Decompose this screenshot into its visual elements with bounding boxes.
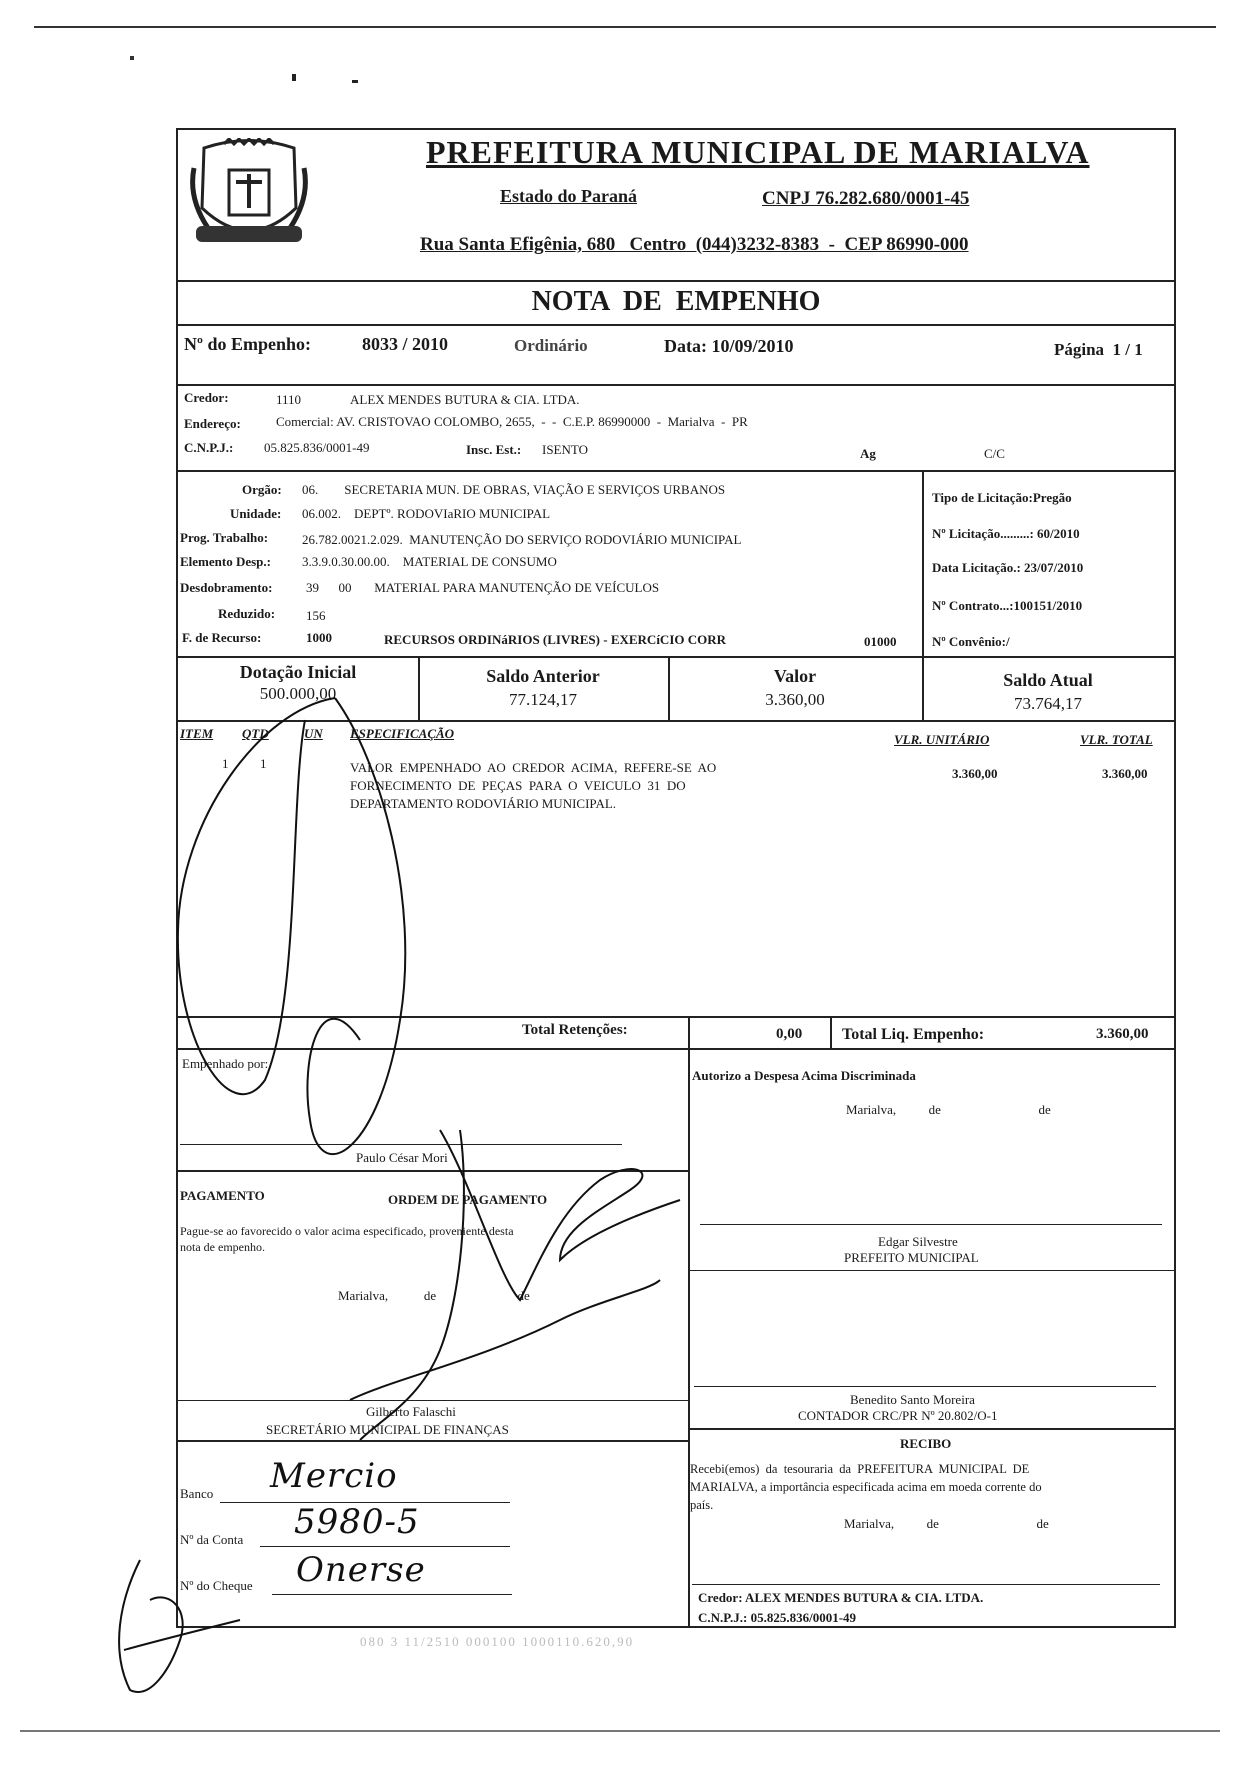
header-cnpj: CNPJ 76.282.680/0001-45 xyxy=(762,188,970,209)
empenho-page: Página 1 / 1 xyxy=(1054,340,1143,359)
pagamento-place-date: Marialva, de de xyxy=(338,1288,530,1303)
col-unit: VLR. UNITÁRIO xyxy=(894,732,990,747)
item-total-value: 3.360,00 xyxy=(1102,766,1148,781)
empenho-type: Ordinário xyxy=(514,336,588,355)
cheque-label: Nº do Cheque xyxy=(180,1578,253,1593)
dotacao-label: Dotação Inicial xyxy=(239,662,357,682)
orgao-value: 06. SECRETARIA MUN. DE OBRAS, VIAÇÃO E SERVIÇOS URBANOS xyxy=(302,482,726,497)
credor-ag: Ag xyxy=(860,446,876,461)
recibo-credor: Credor: ALEX MENDES BUTURA & CIA. LTDA. xyxy=(698,1590,984,1605)
reduzido-value: 156 xyxy=(306,608,326,623)
saldo-anterior-value: 77.124,17 xyxy=(509,690,577,709)
empenho-date: Data: 10/09/2010 xyxy=(664,336,794,356)
unidade-value: 06.002. DEPTº. RODOVIaRIO MUNICIPAL xyxy=(302,506,551,521)
recibo-cnpj: C.N.P.J.: 05.825.836/0001-49 xyxy=(698,1610,857,1625)
item-desc-1: VALOR EMPENHADO AO CREDOR ACIMA, REFERE-SE AO xyxy=(350,760,717,775)
banco-label: Banco xyxy=(180,1486,214,1501)
conta-label: Nº da Conta xyxy=(180,1532,244,1547)
reduzido-label: Reduzido: xyxy=(218,606,276,621)
header-address: Rua Santa Efigênia, 680 Centro (044)3232-8383 - CEP 86990-000 xyxy=(420,234,969,255)
ordem-pagamento-label: ORDEM DE PAGAMENTO xyxy=(388,1192,548,1207)
col-qtd: QTD xyxy=(242,726,269,741)
unidade-label: Unidade: xyxy=(230,506,282,521)
credor-name: ALEX MENDES BUTURA & CIA. LTDA. xyxy=(350,392,580,407)
conta-value: 5980-5 xyxy=(294,1502,420,1542)
processing-stamp: 080 3 11/2510 000100 1000110.620,90 xyxy=(360,1634,635,1649)
recibo-place-date: Marialva, de de xyxy=(844,1516,1049,1531)
retencoes-value: 0,00 xyxy=(776,1026,803,1042)
desd-value: 39 00 MATERIAL PARA MANUTENÇÃO DE VEÍCULOS xyxy=(306,580,660,595)
col-espec: ESPECIFICAÇÃO xyxy=(350,726,455,741)
recibo-text-2: MARIALVA, a importância especificada acima em moeda corrente do xyxy=(690,1480,1042,1494)
item-unit-value: 3.360,00 xyxy=(952,766,998,781)
banco-value: Mercio xyxy=(270,1456,398,1496)
pagamento-text-2: nota de empenho. xyxy=(180,1240,265,1254)
header-state: Estado do Paraná xyxy=(500,186,638,206)
elem-value: 3.3.9.0.30.00.00. MATERIAL DE CONSUMO xyxy=(302,554,557,569)
credor-cnpj-label: C.N.P.J.: xyxy=(184,440,234,455)
prefeito-title: PREFEITO MUNICIPAL xyxy=(844,1250,979,1265)
contador-name: Benedito Santo Moreira xyxy=(850,1392,975,1407)
credor-label: Credor: xyxy=(184,390,229,405)
saldo-atual-value: 73.764,17 xyxy=(1014,694,1082,713)
contador-title: CONTADOR CRC/PR Nº 20.802/O-1 xyxy=(798,1408,998,1423)
item-number: 1 xyxy=(222,756,229,771)
credor-address: Comercial: AV. CRISTOVAO COLOMBO, 2655, - - C.E.P. 86990000 - Marialva - PR xyxy=(276,414,748,429)
pagamento-label: PAGAMENTO xyxy=(180,1188,265,1203)
licitacao-tipo: Tipo de Licitação:Pregão xyxy=(932,490,1072,505)
liq-empenho-label: Total Liq. Empenho: xyxy=(842,1026,985,1043)
licitacao-contrato: Nº Contrato...:100151/2010 xyxy=(932,598,1083,613)
recibo-title: RECIBO xyxy=(900,1436,952,1451)
secretario-title: SECRETÁRIO MUNICIPAL DE FINANÇAS xyxy=(266,1422,509,1437)
licitacao-data: Data Licitação.: 23/07/2010 xyxy=(932,560,1084,575)
doc-title: NOTA DE EMPENHO xyxy=(531,286,821,317)
liq-empenho-value: 3.360,00 xyxy=(1096,1026,1149,1042)
credor-insc-label: Insc. Est.: xyxy=(466,442,522,457)
desd-label: Desdobramento: xyxy=(180,580,273,595)
recurso-code: 01000 xyxy=(864,634,897,649)
empenhado-por-label: Empenhado por: xyxy=(182,1056,269,1071)
recurso-desc: RECURSOS ORDINáRIOS (LIVRES) - EXERCíCIO CORR xyxy=(384,632,727,647)
credor-cc: C/C xyxy=(984,446,1005,461)
dotacao-value: 500.000,00 xyxy=(259,684,337,703)
empenhado-name: Paulo César Mori xyxy=(356,1150,448,1165)
saldo-anterior-label: Saldo Anterior xyxy=(486,666,600,686)
col-total: VLR. TOTAL xyxy=(1080,732,1153,747)
item-desc-3: DEPARTAMENTO RODOVIÁRIO MUNICIPAL. xyxy=(350,796,617,811)
credor-address-label: Endereço: xyxy=(184,416,241,431)
licitacao-convenio: Nº Convênio:/ xyxy=(932,634,1010,649)
item-desc-2: FORNECIMENTO DE PEÇAS PARA O VEICULO 31 DO xyxy=(350,778,686,793)
orgao-label: Orgão: xyxy=(242,482,282,497)
credor-code: 1110 xyxy=(276,392,302,407)
recurso-value: 1000 xyxy=(306,630,332,645)
credor-insc: ISENTO xyxy=(542,442,588,457)
elem-label: Elemento Desp.: xyxy=(180,554,271,569)
secretario-name: Gilberto Falaschi xyxy=(366,1404,456,1419)
col-item: ITEM xyxy=(180,726,214,741)
valor-label: Valor xyxy=(773,666,817,686)
empenho-number: 8033 / 2010 xyxy=(362,334,449,354)
cheque-value: Onerse xyxy=(296,1550,426,1590)
empenho-number-label: Nº do Empenho: xyxy=(184,334,311,354)
recurso-label: F. de Recurso: xyxy=(182,630,262,645)
item-qtd: 1 xyxy=(260,756,267,771)
licitacao-numero: Nº Licitação.........: 60/2010 xyxy=(932,526,1080,541)
saldo-atual-label: Saldo Atual xyxy=(1003,670,1093,690)
recibo-text-3: país. xyxy=(690,1498,714,1512)
col-un: UN xyxy=(304,726,323,741)
autorizo-label: Autorizo a Despesa Acima Discriminada xyxy=(692,1068,916,1083)
header-title: PREFEITURA MUNICIPAL DE MARIALVA xyxy=(426,134,1090,170)
prog-value: 26.782.0021.2.029. MANUTENÇÃO DO SERVIÇO RODOVIÁRIO MUNICIPAL xyxy=(302,532,742,547)
recibo-text-1: Recebi(emos) da tesouraria da PREFEITURA MUNICIPAL DE xyxy=(690,1462,1030,1476)
autorizo-place-date: Marialva, de de xyxy=(846,1102,1051,1117)
prog-label: Prog. Trabalho: xyxy=(180,530,269,545)
prefeito-name: Edgar Silvestre xyxy=(878,1234,958,1249)
retencoes-label: Total Retenções: xyxy=(522,1022,628,1038)
valor-value: 3.360,00 xyxy=(765,690,825,709)
credor-cnpj: 05.825.836/0001-49 xyxy=(264,440,370,455)
pagamento-text-1: Pague-se ao favorecido o valor acima especificado, proveniente desta xyxy=(180,1224,514,1238)
